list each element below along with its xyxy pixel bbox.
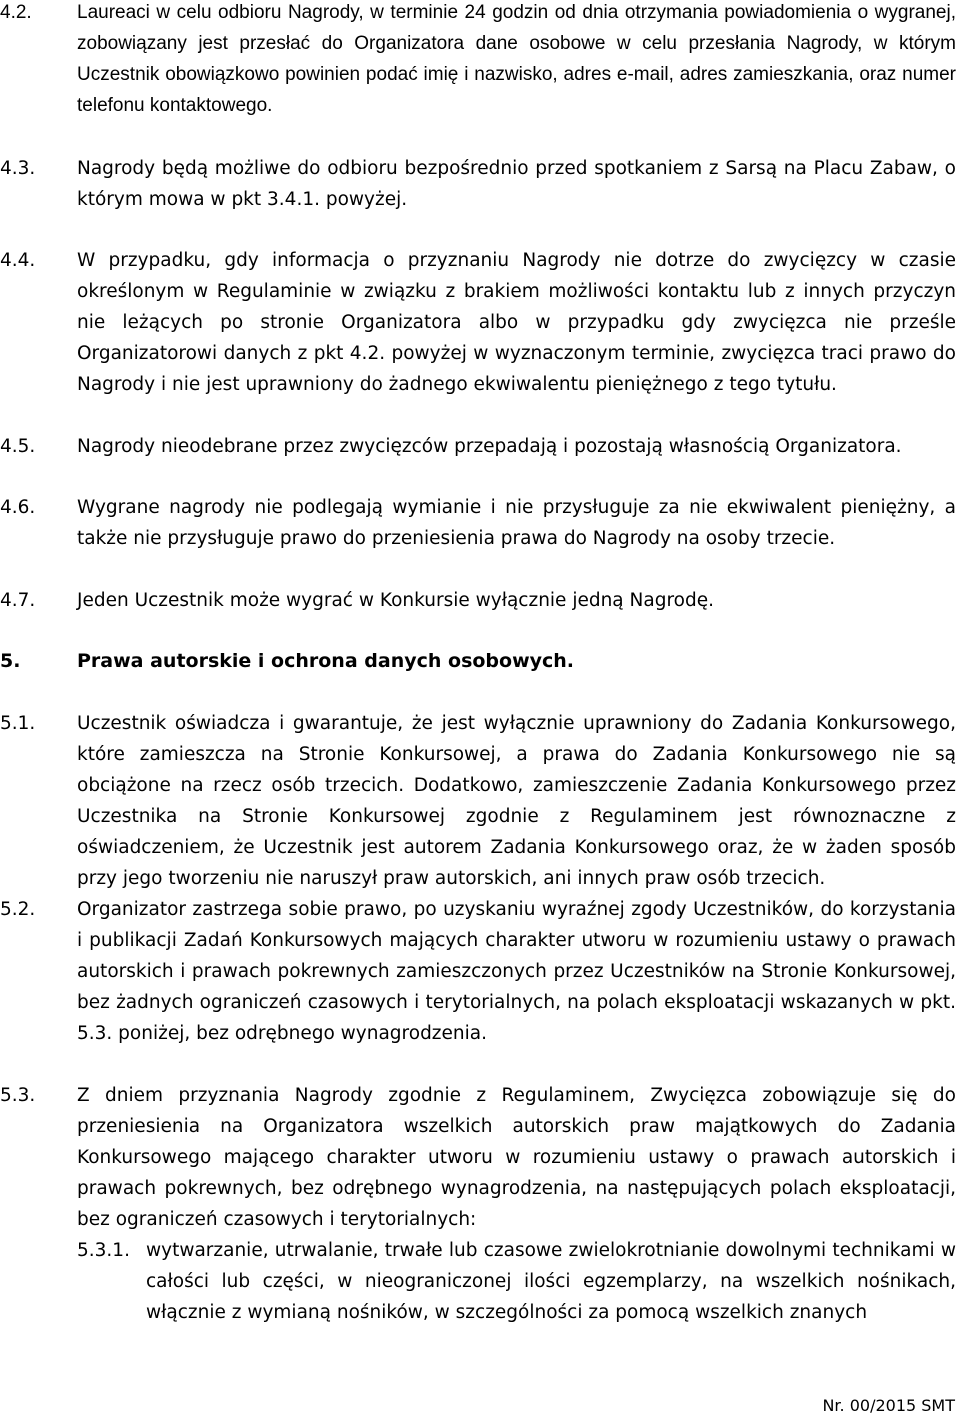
document-number: Nr. 00/2015 SMT	[822, 1396, 955, 1415]
section-5-2	[0, 894, 956, 1049]
section-text: Jeden Uczestnik może wygrać w Konkursie wyłącznie jedną Nagrodę.	[77, 590, 714, 611]
section-number: 4.5.	[0, 436, 36, 457]
section-number: 5.	[0, 650, 21, 672]
section-text: Z dniem przyznania Nagrody zgodnie z Regulaminem, Zwycięzca zobowiązuje się do przeniesienia na Organizatora wszelkich autorskich praw majątkowych do Zadania Konkursowego mającego charakter utworu w rozumieniu ustawy o prawach autorskich i prawach pokrewnych, bez odrębnego wynagrodzenia, na następujących polach eksploatacji, bez ograniczeń czasowych i terytorialnych:	[77, 1085, 956, 1230]
section-number: 5.2.	[0, 899, 36, 920]
section-text: Organizator zastrzega sobie prawo, po uzyskaniu wyraźnej zgody Uczestników, do korzystania i publikacji Zadań Konkursowych mających charakter utworu w rozumieniu ustawy o prawach autorskich i prawach pokrewnych zamieszczonych przez Uczestników na Stronie Konkursowej, bez żadnych ograniczeń czasowych i terytorialnych, na polach eksploatacji wskazanych w pkt. 5.3. poniżej, bez odrębnego wynagrodzenia.	[77, 899, 956, 1044]
section-5-3	[0, 1080, 956, 1235]
section-number: 4.7.	[0, 590, 36, 611]
section-number: 4.2.	[0, 2, 32, 23]
section-title: Prawa autorskie i ochrona danych osobowych.	[77, 650, 575, 672]
section-text: W przypadku, gdy informacja o przyznaniu Nagrody nie dotrze do zwycięzcy w czasie określonym w Regulaminie w związku z brakiem możliwości kontaktu lub z innych przyczyn nie leżących po stronie Organizatora albo w przypadku gdy zwycięzca nie prześle Organizatorowi danych z pkt 4.2. powyżej w wyznaczonym terminie, zwycięzca traci prawo do Nagrody i nie jest uprawniony do żadnego ekwiwalentu pieniężnego z tego tytułu.	[77, 250, 956, 395]
section-4-2	[0, 0, 956, 121]
section-text: Nagrody będą możliwe do odbioru bezpośrednio przed spotkaniem z Sarsą na Placu Zabaw, o którym mowa w pkt 3.4.1. powyżej.	[77, 158, 956, 210]
section-text: Wygrane nagrody nie podlegają wymianie i nie przysługuje za nie ekwiwalent pieniężny, a także nie przysługuje prawo do przeniesienia prawa do Nagrody na osoby trzecie.	[77, 497, 956, 549]
section-5-heading	[0, 646, 956, 677]
section-5-1	[0, 708, 956, 894]
section-4-4	[0, 245, 956, 400]
section-4-6	[0, 492, 956, 554]
section-number: 5.3.1.	[77, 1240, 130, 1261]
section-text: Laureaci w celu odbioru Nagrody, w terminie 24 godzin od dnia otrzymania powiadomienia o wygranej, zobowiązany jest przesłać do Organizatora dane osobowe w celu przesłania Nagrody, w którym Uczestnik obowiązkowo powinien podać imię i nazwisko, adres e-mail, adres zamieszkania, oraz numer telefonu kontaktowego.	[77, 2, 956, 116]
section-text: Uczestnik oświadcza i gwarantuje, że jest wyłącznie uprawniony do Zadania Konkursowego, które zamieszcza na Stronie Konkursowej, a prawa do Zadania Konkursowego nie są obciążone na rzecz osób trzecich. Dodatkowo, zamieszczenie Zadania Konkursowego przez Uczestnika na Stronie Konkursowej zgodnie z Regulaminem jest równoznaczne z oświadczeniem, że Uczestnik jest autorem Zadania Konkursowego oraz, że w żaden sposób przy jego tworzeniu nie naruszył praw autorskich, ani innych praw osób trzecich.	[77, 713, 956, 889]
section-number: 4.6.	[0, 497, 36, 518]
section-text: wytwarzanie, utrwalanie, trwałe lub czasowe zwielokrotnianie dowolnymi technikami w całości lub części, w nieograniczonej ilości egzemplarzy, na wszelkich nośnikach, włącznie z wymianą nośników, w szczególności za pomocą wszelkich znanych	[146, 1240, 956, 1323]
section-4-3	[0, 153, 956, 215]
section-text: Nagrody nieodebrane przez zwycięzców przepadają i pozostają własnością Organizatora.	[77, 436, 902, 457]
section-number: 4.4.	[0, 250, 36, 271]
section-number: 5.3.	[0, 1085, 36, 1106]
section-number: 4.3.	[0, 158, 36, 179]
section-number: 5.1.	[0, 713, 36, 734]
section-5-3-1	[77, 1235, 956, 1328]
section-4-5	[0, 431, 956, 462]
section-4-7	[0, 585, 956, 616]
